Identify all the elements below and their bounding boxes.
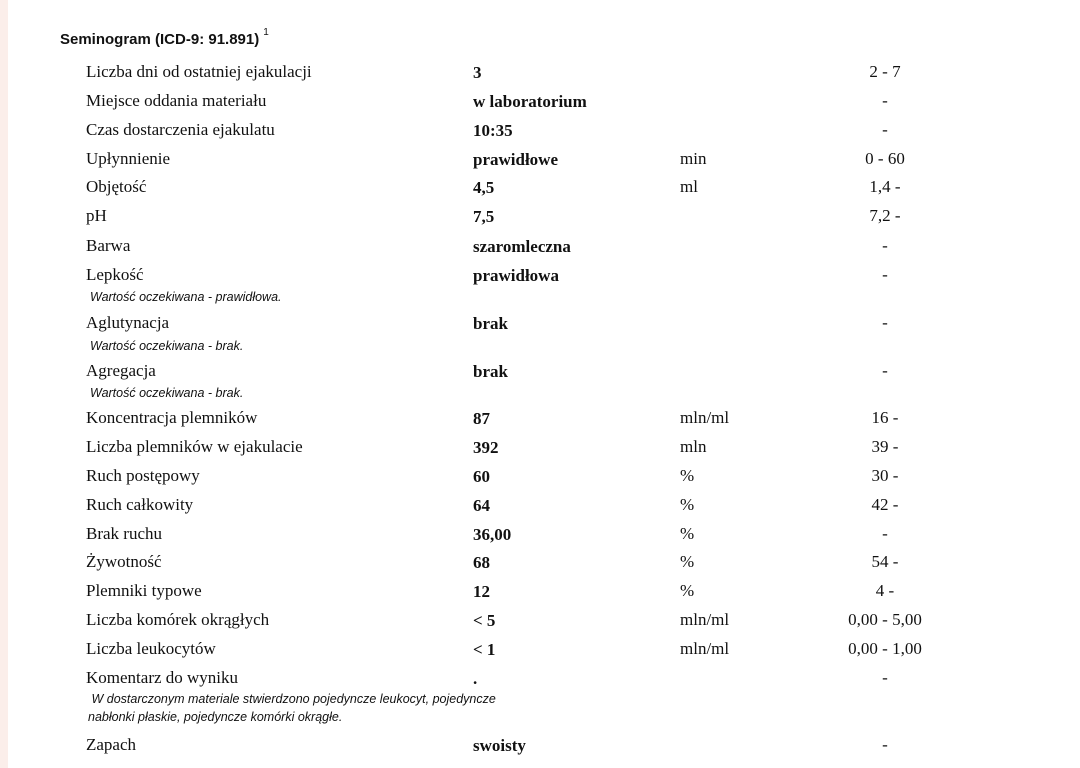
reference-range: 2 - 7: [869, 62, 901, 81]
param-unit: %: [680, 524, 695, 543]
param-unit: ml: [680, 177, 698, 196]
reference-range: 16 -: [871, 408, 899, 427]
table-row: [0, 524, 1080, 548]
table-row: [0, 313, 1080, 337]
param-name: Żywotność: [86, 552, 162, 571]
param-value: 4,5: [473, 178, 495, 197]
reference-range: 0 - 60: [865, 149, 905, 168]
footnote-marker: 1: [263, 27, 269, 38]
reference-range: 4 -: [875, 581, 895, 600]
reference-range: 54 -: [871, 552, 899, 571]
table-row: [0, 735, 1080, 759]
table-row: [0, 610, 1080, 634]
table-row: [0, 120, 1080, 144]
table-row: [0, 177, 1080, 201]
table-row: [0, 495, 1080, 519]
reference-range: -: [882, 91, 888, 110]
param-value: swoisty: [473, 736, 526, 755]
param-value: 68: [473, 553, 490, 572]
reference-range: -: [882, 265, 888, 284]
reference-range: -: [882, 236, 888, 255]
param-name: Ruch całkowity: [86, 495, 194, 514]
reference-range: 39 -: [871, 437, 899, 456]
param-value: 392: [473, 438, 499, 457]
reference-range: 0,00 - 1,00: [848, 639, 922, 658]
reference-range: -: [882, 313, 888, 332]
table-row: [0, 236, 1080, 260]
table-row: [0, 552, 1080, 576]
expected-value-note: Wartość oczekiwana - prawidłowa.: [90, 290, 282, 304]
param-name: Liczba komórek okrągłych: [86, 610, 270, 629]
param-unit: %: [680, 495, 695, 514]
param-value: 10:35: [473, 121, 513, 140]
param-unit: %: [680, 552, 695, 571]
param-name: pH: [86, 206, 107, 225]
table-row: [0, 149, 1080, 173]
param-name: Aglutynacja: [86, 313, 170, 332]
param-name: Liczba dni od ostatniej ejakulacji: [86, 62, 312, 81]
reference-range: 0,00 - 5,00: [848, 610, 922, 629]
reference-range: -: [882, 361, 888, 380]
table-row: [0, 437, 1080, 461]
param-unit: min: [680, 149, 707, 168]
param-name: Brak ruchu: [86, 524, 163, 543]
table-row: [0, 91, 1080, 115]
table-row: [0, 639, 1080, 663]
param-value: 87: [473, 409, 490, 428]
param-name: Lepkość: [86, 265, 144, 284]
param-name: Miejsce oddania materiału: [86, 91, 267, 110]
reference-range: 30 -: [871, 466, 899, 485]
param-value: szaromleczna: [473, 237, 571, 256]
reference-range: -: [882, 735, 888, 754]
param-name: Zapach: [86, 735, 137, 754]
reference-range: -: [882, 668, 888, 687]
param-unit: mln/ml: [680, 610, 730, 629]
param-unit: %: [680, 581, 695, 600]
param-name: Barwa: [86, 236, 131, 255]
expected-value-note: Wartość oczekiwana - brak.: [90, 386, 244, 400]
param-value: w laboratorium: [473, 92, 587, 111]
param-name: Komentarz do wyniku: [86, 668, 239, 687]
param-value: 36,00: [473, 525, 512, 544]
reference-range: 7,2 -: [869, 206, 901, 225]
param-value: prawidłowa: [473, 266, 559, 285]
param-name: Liczba leukocytów: [86, 639, 216, 658]
param-name: Agregacja: [86, 361, 156, 380]
param-value: 3: [473, 63, 482, 82]
param-value: brak: [473, 362, 508, 381]
expected-value-note: Wartość oczekiwana - brak.: [90, 339, 244, 353]
reference-range: 42 -: [871, 495, 899, 514]
param-name: Liczba plemników w ejakulacie: [86, 437, 303, 456]
param-value: .: [473, 669, 478, 688]
param-value: 7,5: [473, 207, 495, 226]
table-row: [0, 361, 1080, 385]
param-value: < 5: [473, 611, 496, 630]
reference-range: 1,4 -: [869, 177, 901, 196]
table-row: [0, 408, 1080, 432]
param-value: prawidłowe: [473, 150, 558, 169]
param-unit: mln/ml: [680, 408, 730, 427]
reference-range: -: [882, 524, 888, 543]
expected-value-note: W dostarczonym materiale stwierdzono pojedyncze leukocyt, pojedyncze nabłonki płaskie, pojedyncze komórki okrągłe.: [88, 692, 496, 724]
param-name: Koncentracja plemników: [86, 408, 258, 427]
param-value: < 1: [473, 640, 496, 659]
table-row: [0, 206, 1080, 230]
param-value: 60: [473, 467, 490, 486]
table-row: [0, 581, 1080, 605]
table-row: [0, 62, 1080, 86]
title-text: Seminogram (ICD-9: 91.891): [60, 31, 260, 48]
table-row: [0, 466, 1080, 490]
param-name: Plemniki typowe: [86, 581, 202, 600]
reference-range: -: [882, 120, 888, 139]
param-unit: mln: [680, 437, 707, 456]
param-unit: mln/ml: [680, 639, 730, 658]
param-name: Objętość: [86, 177, 147, 196]
param-value: brak: [473, 314, 508, 333]
param-name: Ruch postępowy: [86, 466, 200, 485]
param-unit: %: [680, 466, 695, 485]
section-title: [60, 27, 269, 48]
param-value: 12: [473, 582, 490, 601]
table-row: [0, 265, 1080, 289]
param-name: Czas dostarczenia ejakulatu: [86, 120, 275, 139]
param-name: Upłynnienie: [86, 149, 171, 168]
param-value: 64: [473, 496, 490, 515]
table-row: [0, 668, 1080, 692]
